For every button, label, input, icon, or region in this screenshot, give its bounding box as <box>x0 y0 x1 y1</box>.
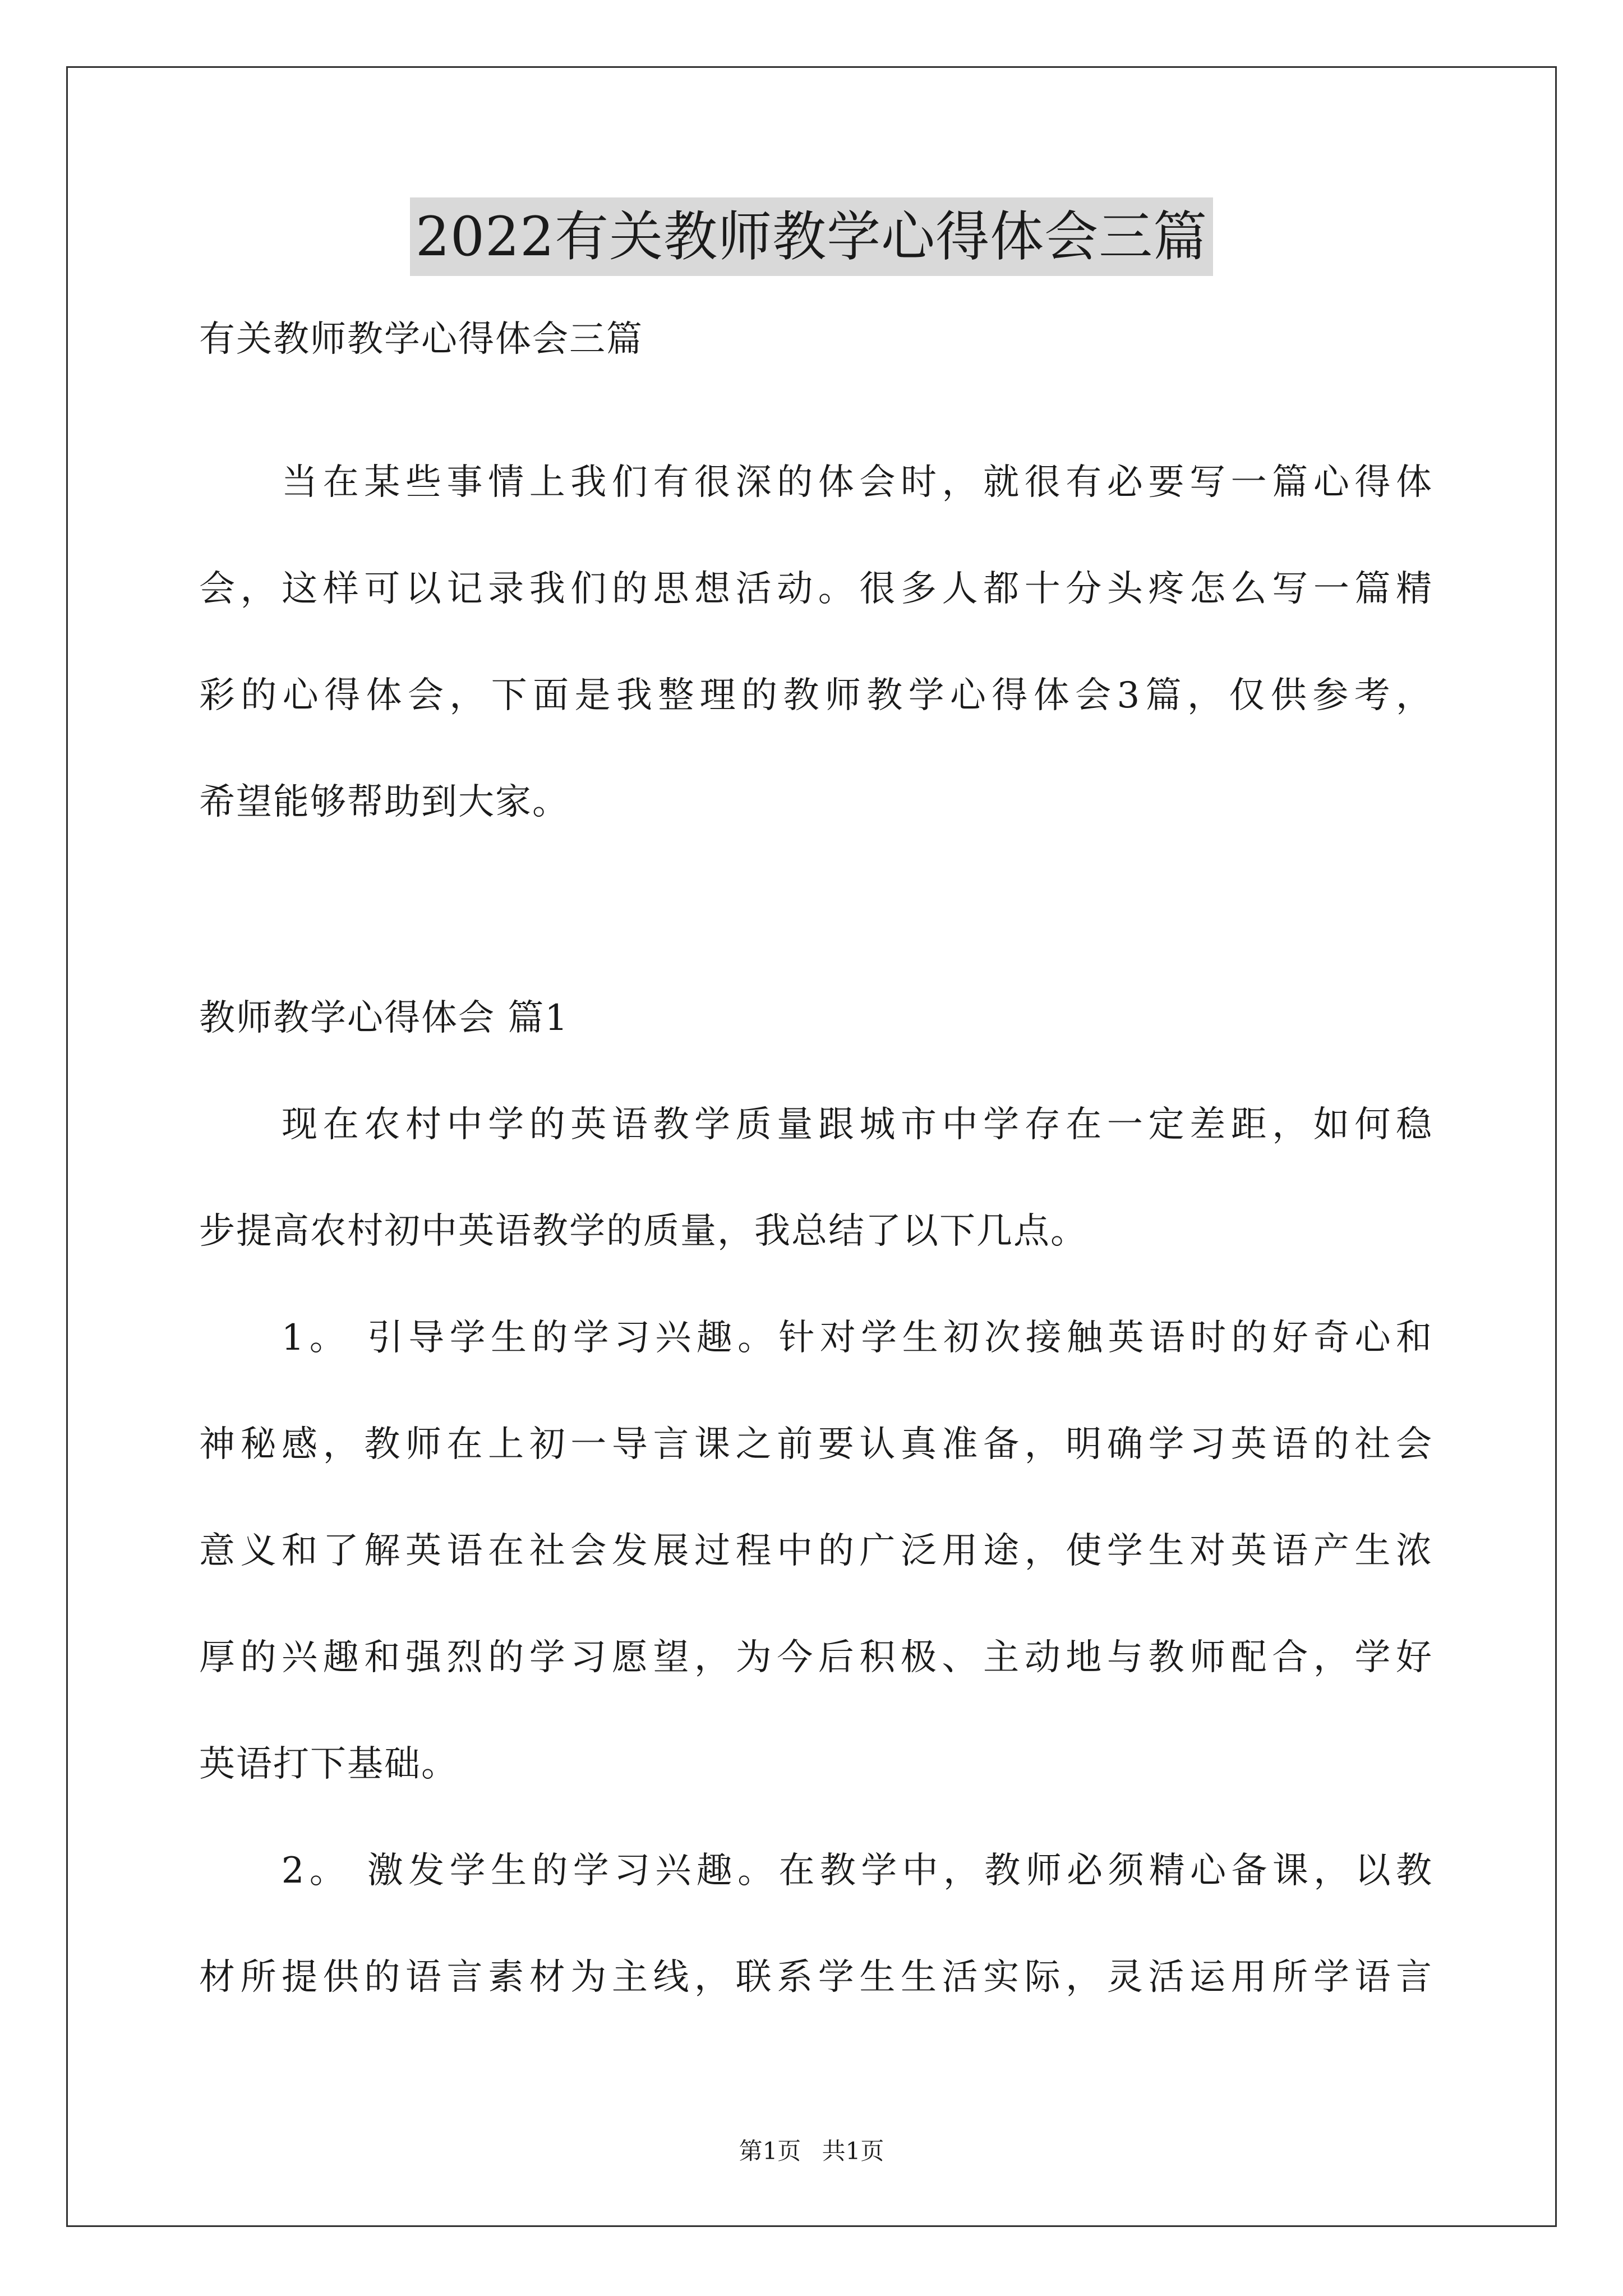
page-footer <box>0 2136 1623 2167</box>
intro-line-4: 希望能够帮助到大家。 <box>199 781 569 823</box>
page-number: 第1页 <box>739 2137 801 2165</box>
section-heading: 教师教学心得体会 篇1 <box>199 997 569 1039</box>
document-title: 2022有关教师教学心得体会三篇 <box>410 197 1213 276</box>
body-line-2: 步提高农村初中英语教学的质量，我总结了以下几点。 <box>199 1211 1087 1252</box>
intro-line-3: 彩的心得体会，下面是我整理的教师教学心得体会3篇，仅供参考， <box>199 675 1433 716</box>
document-subtitle: 有关教师教学心得体会三篇 <box>199 319 643 360</box>
intro-line-1: 当在某些事情上我们有很深的体会时，就很有必要写一篇心得体 <box>199 462 1433 503</box>
intro-line-2: 会，这样可以记录我们的思想活动。很多人都十分头疼怎么写一篇精 <box>199 568 1433 610</box>
page-total: 共1页 <box>822 2137 884 2165</box>
body-line-9: 材所提供的语言素材为主线，联系学生生活实际，灵活运用所学语言 <box>199 1957 1433 1998</box>
body-line-3: 1。 引导学生的学习兴趣。针对学生初次接触英语时的好奇心和 <box>199 1317 1433 1359</box>
body-line-7: 英语打下基础。 <box>199 1743 458 1785</box>
body-line-5: 意义和了解英语在社会发展过程中的广泛用途，使学生对英语产生浓 <box>199 1530 1433 1572</box>
body-line-6: 厚的兴趣和强烈的学习愿望，为今后积极、主动地与教师配合，学好 <box>199 1637 1433 1678</box>
title-container <box>0 197 1623 276</box>
body-line-4: 神秘感，教师在上初一导言课之前要认真准备，明确学习英语的社会 <box>199 1424 1433 1465</box>
body-line-8: 2。 激发学生的学习兴趣。在教学中，教师必须精心备课，以教 <box>199 1850 1433 1892</box>
body-line-1: 现在农村中学的英语教学质量跟城市中学存在一定差距，如何稳 <box>199 1104 1433 1145</box>
